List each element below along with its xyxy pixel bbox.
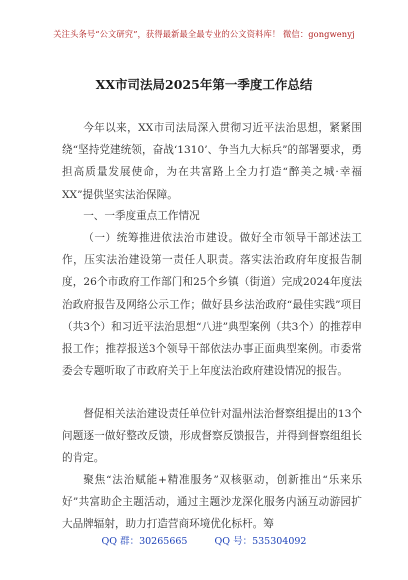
paragraph-service [62, 469, 362, 536]
intro-paragraph [62, 117, 362, 206]
section-heading [62, 205, 362, 227]
promo-banner: 关注头条号“公文研究”，获得最新最全最专业的公文资料库！ 微信：gongwenyj [53, 29, 355, 39]
contact-footer [0, 533, 408, 547]
paragraph-rule-of-law [62, 227, 362, 382]
paragraph-text: 今年以来，XX市司法局深入贯彻习近平法治思想，紧紧围绕“坚持党建统领，奋战‘1310’、争当九大标兵”的部署要求，勇担高质量发展使命，为在共富路上全力打造“醉美之城·幸福XX”提供坚实法治保障。 [62, 122, 362, 201]
paragraph-text: （一）统筹推进依法治市建设。做好全市领导干部述法工作，压实法治建设第一责任人职责。落实法治政府年度报告制度，26个市政府工作部门和25个乡镇（街道）完成2024年度法治政府报告及网络公示工作；做好县乡法治政府“最佳实践”项目（共3个）和习近平法治思想“八进”典型案例（共3个）的推荐申报工作；推荐报送3个领导干部依法办事正面典型案例。市委常委会专题听取了市政府关于上年度法治政府建设情况的报告。 [62, 232, 362, 378]
paragraph-text: 督促相关法治建设责任单位针对温州法治督察组提出的13个问题逐一做好整改反馈，形成督察反馈报告，并得到督察组组长的肯定。 [62, 408, 362, 465]
paragraph-supervision [62, 403, 362, 470]
qq-group-text: QQ 群：30265665 [101, 536, 188, 547]
document-title: XX市司法局2025年第一季度工作总结 [95, 77, 313, 92]
section-heading-text: 一、一季度重点工作情况 [83, 210, 200, 222]
paragraph-text: 聚焦“法治赋能+精准服务”双核驱动，创新推出“乐来乐好”共富助企主题活动，通过主题沙龙深化服务内涵互动游园扩大品牌辐射，助力打造营商环境优化标杆。筹 [62, 474, 362, 531]
qq-number-text: QQ 号：535304092 [214, 536, 307, 547]
